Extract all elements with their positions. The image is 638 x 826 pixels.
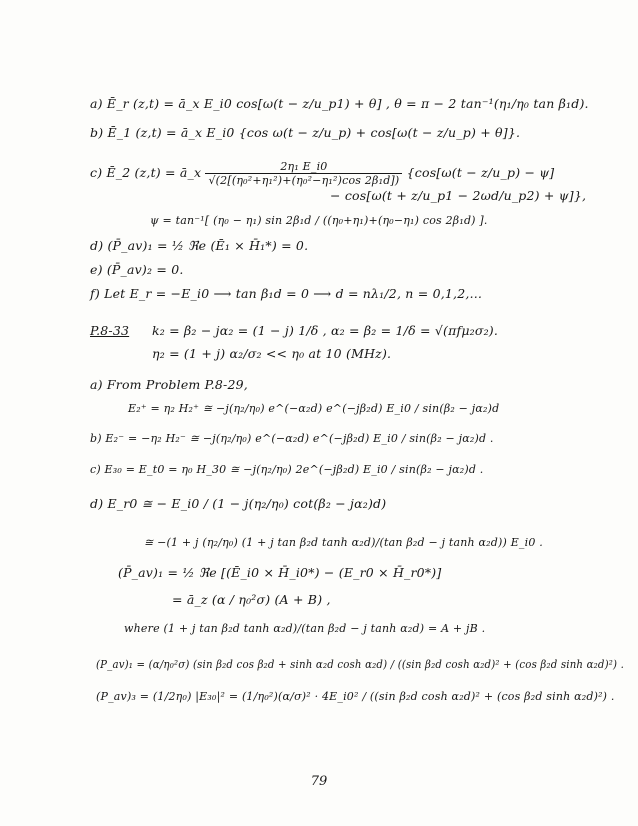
line-pav1: (P̄_av)₁ = ½ ℜe [(Ē_i0 × H̄_i0*) − (E_r0 × H̄_r0*)] [118,565,442,580]
line-part-c [90,160,554,187]
part-c-denominator: √(2[(η₀²+η₁²)+(η₀²−η₁²)cos 2β₁d]) [208,174,400,187]
line-part-e: e) (P̄_av)₂ = 0. [90,262,184,277]
part-c-rhs: {cos[ω(t − z/u_p) − ψ] [406,165,555,180]
line-pav3: (P_av)₃ = (1/2η₀) |E₃₀|² = (1/η₀²)(α/σ)² · 4E_i0² / ((sin β₂d cosh α₂d)² + (cos β₂d sinh α₂d)²) . [96,690,615,703]
problem-label: P.8-33 [90,323,130,338]
line-part-d2: d) E_r0 ≅ − E_i0 / (1 − j(η₂/η₀) cot(β₂ − jα₂)d) [90,496,387,511]
line-where: where (1 + j tan β₂d tanh α₂d)/(tan β₂d − j tanh α₂d) = A + jB . [124,622,486,635]
line-part-d2-continued: ≅ −(1 + j (η₂/η₀) (1 + j tan β₂d tanh α₂d)/(tan β₂d − j tanh α₂d)) E_i0 . [144,536,543,549]
line-part-a2-heading: a) From Problem P.8-29, [90,377,248,392]
line-part-a: a) Ē_r (z,t) = ā_x E_i0 cos[ω(t − z/u_p1) + θ] , θ = π − 2 tan⁻¹(η₁/η₀ tan β₁d). [90,96,589,111]
line-part-a2-equation: E₂⁺ = η₂ H₂⁺ ≅ −j(η₂/η₀) e^(−α₂d) e^(−jβ₂d) E_i0 / sin(β₂ − jα₂)d [128,402,500,415]
line-problem-k2: k₂ = β₂ − jα₂ = (1 − j) 1/δ , α₂ = β₂ = 1/δ = √(πfμ₂σ₂). [152,323,499,338]
line-pav1-result: = ā_z (α / η₀²σ) (A + B) , [172,592,331,607]
page-number: 79 [310,774,328,789]
line-part-c-continued: − cos[ω(t + z/u_p1 − 2ωd/u_p2) + ψ]}, [330,188,587,203]
line-psi-definition: ψ = tan⁻¹[ (η₀ − η₁) sin 2β₁d / ((η₀+η₁)+(η₀−η₁) cos 2β₁d) ]. [150,214,488,227]
line-part-c2: c) E₃₀ = E_t0 = η₀ H_30 ≅ −j(η₂/η₀) 2e^(−jβ₂d) E_i0 / sin(β₂ − jα₂)d . [90,463,484,476]
line-part-f: f) Let E_r = −E_i0 ⟶ tan β₁d = 0 ⟶ d = nλ₁/2, n = 0,1,2,… [90,286,483,301]
part-c-numerator: 2η₁ E_i0 [205,160,402,174]
line-pav1-expanded: (P_av)₁ = (α/η₀²σ) (sin β₂d cos β₂d + sinh α₂d cosh α₂d) / ((sin β₂d cosh α₂d)² + (cos β₂d sinh α₂d)²) . [96,658,625,671]
line-part-d: d) (P̄_av)₁ = ½ ℜe (Ē₁ × H̄₁*) = 0. [90,238,309,253]
line-part-b2: b) E₂⁻ = −η₂ H₂⁻ ≅ −j(η₂/η₀) e^(−α₂d) e^(−jβ₂d) E_i0 / sin(β₂ − jα₂)d . [90,432,494,445]
line-problem-eta2: η₂ = (1 + j) α₂/σ₂ << η₀ at 10 (MHz). [152,346,392,361]
line-part-b: b) Ē_1 (z,t) = ā_x E_i0 {cos ω(t − z/u_p) + cos[ω(t − z/u_p) + θ]}. [90,125,521,140]
part-c-lhs: c) Ē_2 (z,t) = ā_x [90,165,202,180]
part-c-fraction [205,160,402,187]
